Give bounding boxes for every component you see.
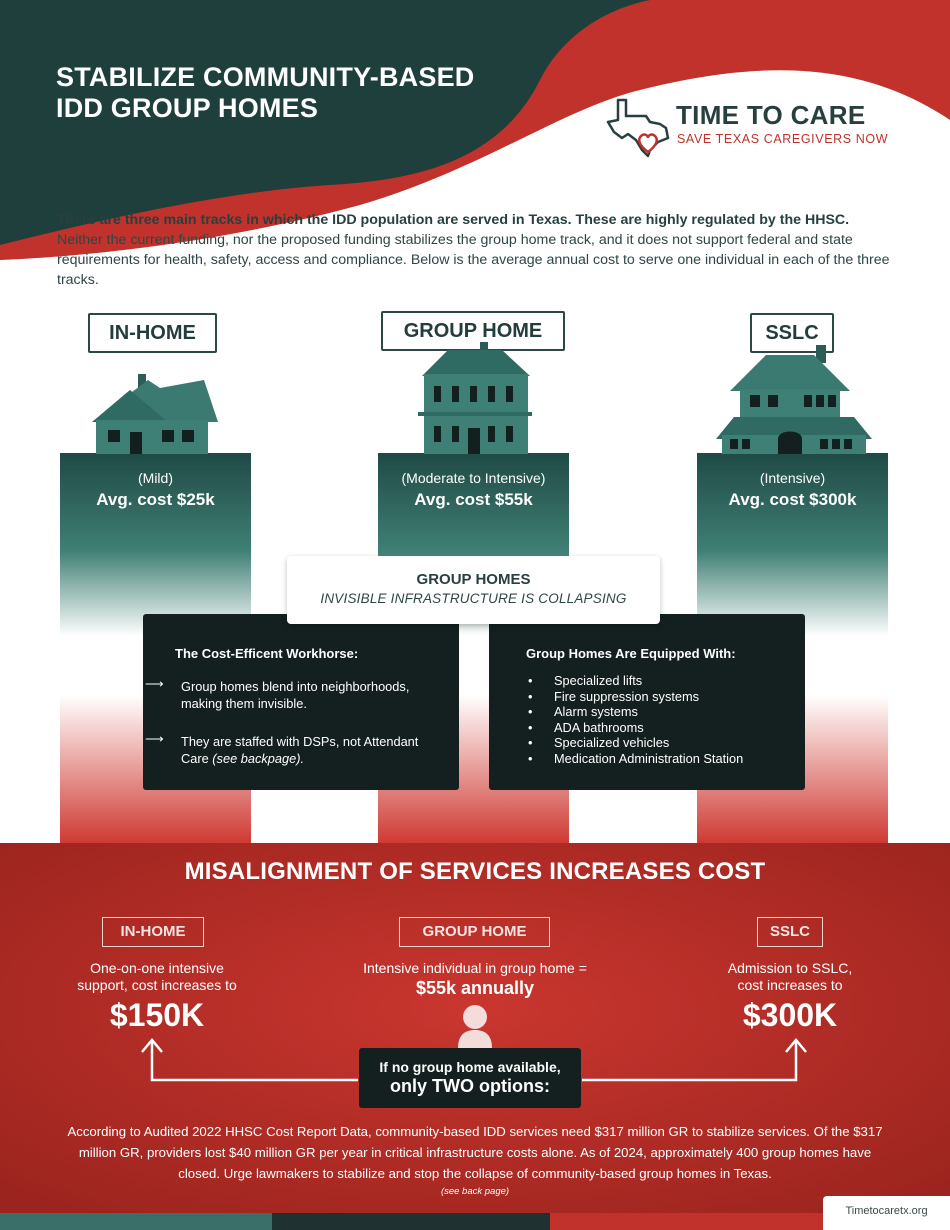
list-item: • Fire suppression systems bbox=[524, 689, 794, 705]
in-home-cost-prefix: Avg. cost bbox=[96, 490, 177, 509]
sslc-level: (Intensive) bbox=[759, 470, 826, 486]
list-item: • Alarm systems bbox=[524, 704, 794, 720]
footer-paragraph: According to Audited 2022 HHSC Cost Report Data, community-based IDD services need $317 million GR to stabilize services. Of the $317 million GR, providers lost $40 million GR per year in critical infrastructure costs alone. As of 2024, approximately 400 group homes have closed. Urge lawmakers to stabilize and stop the collapse of community-based group homes in Texas. bbox=[67, 1124, 883, 1181]
misalignment-title: MISALIGNMENT OF SERVICES INCREASES COST bbox=[184, 858, 766, 885]
sslc-cost-value: $300k bbox=[809, 490, 857, 509]
list-item: • Medication Administration Station bbox=[524, 751, 794, 767]
options-box bbox=[359, 1048, 581, 1108]
equipped-title: Group Homes Are Equipped With: bbox=[526, 646, 736, 661]
label-in-home: IN-HOME bbox=[88, 313, 217, 353]
sslc-cost bbox=[697, 468, 888, 510]
page-title bbox=[56, 62, 576, 124]
group-homes-title: GROUP HOMES bbox=[416, 571, 531, 588]
mis-sslc-line-1: Admission to SSLC, bbox=[727, 960, 853, 976]
mis-sslc-text bbox=[690, 960, 890, 994]
mis-label-in-home: IN-HOME bbox=[102, 917, 204, 947]
equipped-box bbox=[489, 614, 805, 790]
large-facility-icon bbox=[716, 345, 872, 454]
small-house-icon bbox=[90, 372, 220, 454]
two-story-house-icon bbox=[418, 340, 532, 454]
title-line-2: IDD GROUP HOMES bbox=[56, 93, 319, 123]
list-item: • Specialized vehicles bbox=[524, 735, 794, 751]
texas-heart-icon bbox=[604, 94, 674, 160]
in-home-cost-value: $25k bbox=[176, 490, 215, 509]
mis-sslc-amount: $300K bbox=[742, 997, 838, 1033]
label-group-home: GROUP HOME bbox=[381, 311, 565, 351]
workhorse-box bbox=[143, 614, 459, 790]
in-home-level: (Mild) bbox=[138, 470, 173, 486]
workhorse-item-2 bbox=[181, 733, 446, 767]
workhorse-title: The Cost-Efficent Workhorse: bbox=[175, 646, 359, 661]
group-home-cost-prefix: Avg. cost bbox=[414, 490, 495, 509]
intro-paragraph bbox=[57, 210, 897, 290]
in-home-cost bbox=[60, 468, 251, 510]
mis-label-sslc: SSLC bbox=[757, 917, 823, 947]
logo-name: TIME TO CARE bbox=[676, 100, 866, 130]
logo-tagline: SAVE TEXAS CAREGIVERS NOW bbox=[677, 132, 889, 146]
mis-in-home-line-2: support, cost increases to bbox=[77, 977, 237, 993]
arrow-right-icon: ⟶ bbox=[145, 676, 164, 691]
equipped-list bbox=[524, 673, 794, 767]
options-line-1: If no group home available, bbox=[379, 1059, 561, 1075]
mis-label-group-home: GROUP HOME bbox=[399, 917, 550, 947]
website-url[interactable]: Timetocaretx.org bbox=[823, 1196, 950, 1230]
mis-in-home-text bbox=[52, 960, 262, 994]
group-homes-callout bbox=[287, 556, 660, 624]
title-line-1: STABILIZE COMMUNITY-BASED bbox=[56, 62, 475, 92]
mis-in-home-amount: $150K bbox=[109, 997, 205, 1033]
sslc-cost-prefix: Avg. cost bbox=[728, 490, 810, 509]
arrow-right-icon: ⟶ bbox=[145, 731, 164, 746]
mis-in-home-line-1: One-on-one intensive bbox=[90, 960, 224, 976]
group-home-level: (Moderate to Intensive) bbox=[401, 470, 546, 486]
list-item: • Specialized lifts bbox=[524, 673, 794, 689]
workhorse-item-2-italic: (see backpage). bbox=[212, 751, 305, 766]
group-home-cost-value: $55k bbox=[494, 490, 533, 509]
mis-group-home-amount: $55k annually bbox=[415, 978, 535, 998]
list-item: • ADA bathrooms bbox=[524, 720, 794, 736]
time-to-care-logo bbox=[604, 94, 904, 164]
workhorse-item-1: Group homes blend into neighborhoods, making them invisible. bbox=[181, 679, 410, 711]
options-line-2: only TWO options: bbox=[390, 1076, 550, 1096]
label-sslc: SSLC bbox=[750, 313, 834, 353]
intro-body: Neither the current funding, nor the proposed funding stabilizes the group home track, and it does not support federal and state requirements for health, safety, access and compliance. Below is the average annual cost to serve one individual in each of the three tracks. bbox=[57, 232, 890, 288]
mis-sslc-line-2: cost increases to bbox=[737, 977, 843, 993]
mis-group-home-text: Intensive individual in group home = bbox=[363, 960, 587, 976]
workhorse-item-2-text: They are staffed with DSPs, not Attendant Care bbox=[181, 734, 419, 766]
group-homes-subtitle: INVISIBLE INFRASTRUCTURE IS COLLAPSING bbox=[320, 591, 627, 606]
group-home-cost bbox=[378, 468, 569, 510]
intro-bold: There are three main tracks in which the IDD population are served in Texas. These are highly regulated by the HHSC. bbox=[57, 212, 850, 228]
see-back-page-note: (see back page) bbox=[440, 1186, 510, 1197]
